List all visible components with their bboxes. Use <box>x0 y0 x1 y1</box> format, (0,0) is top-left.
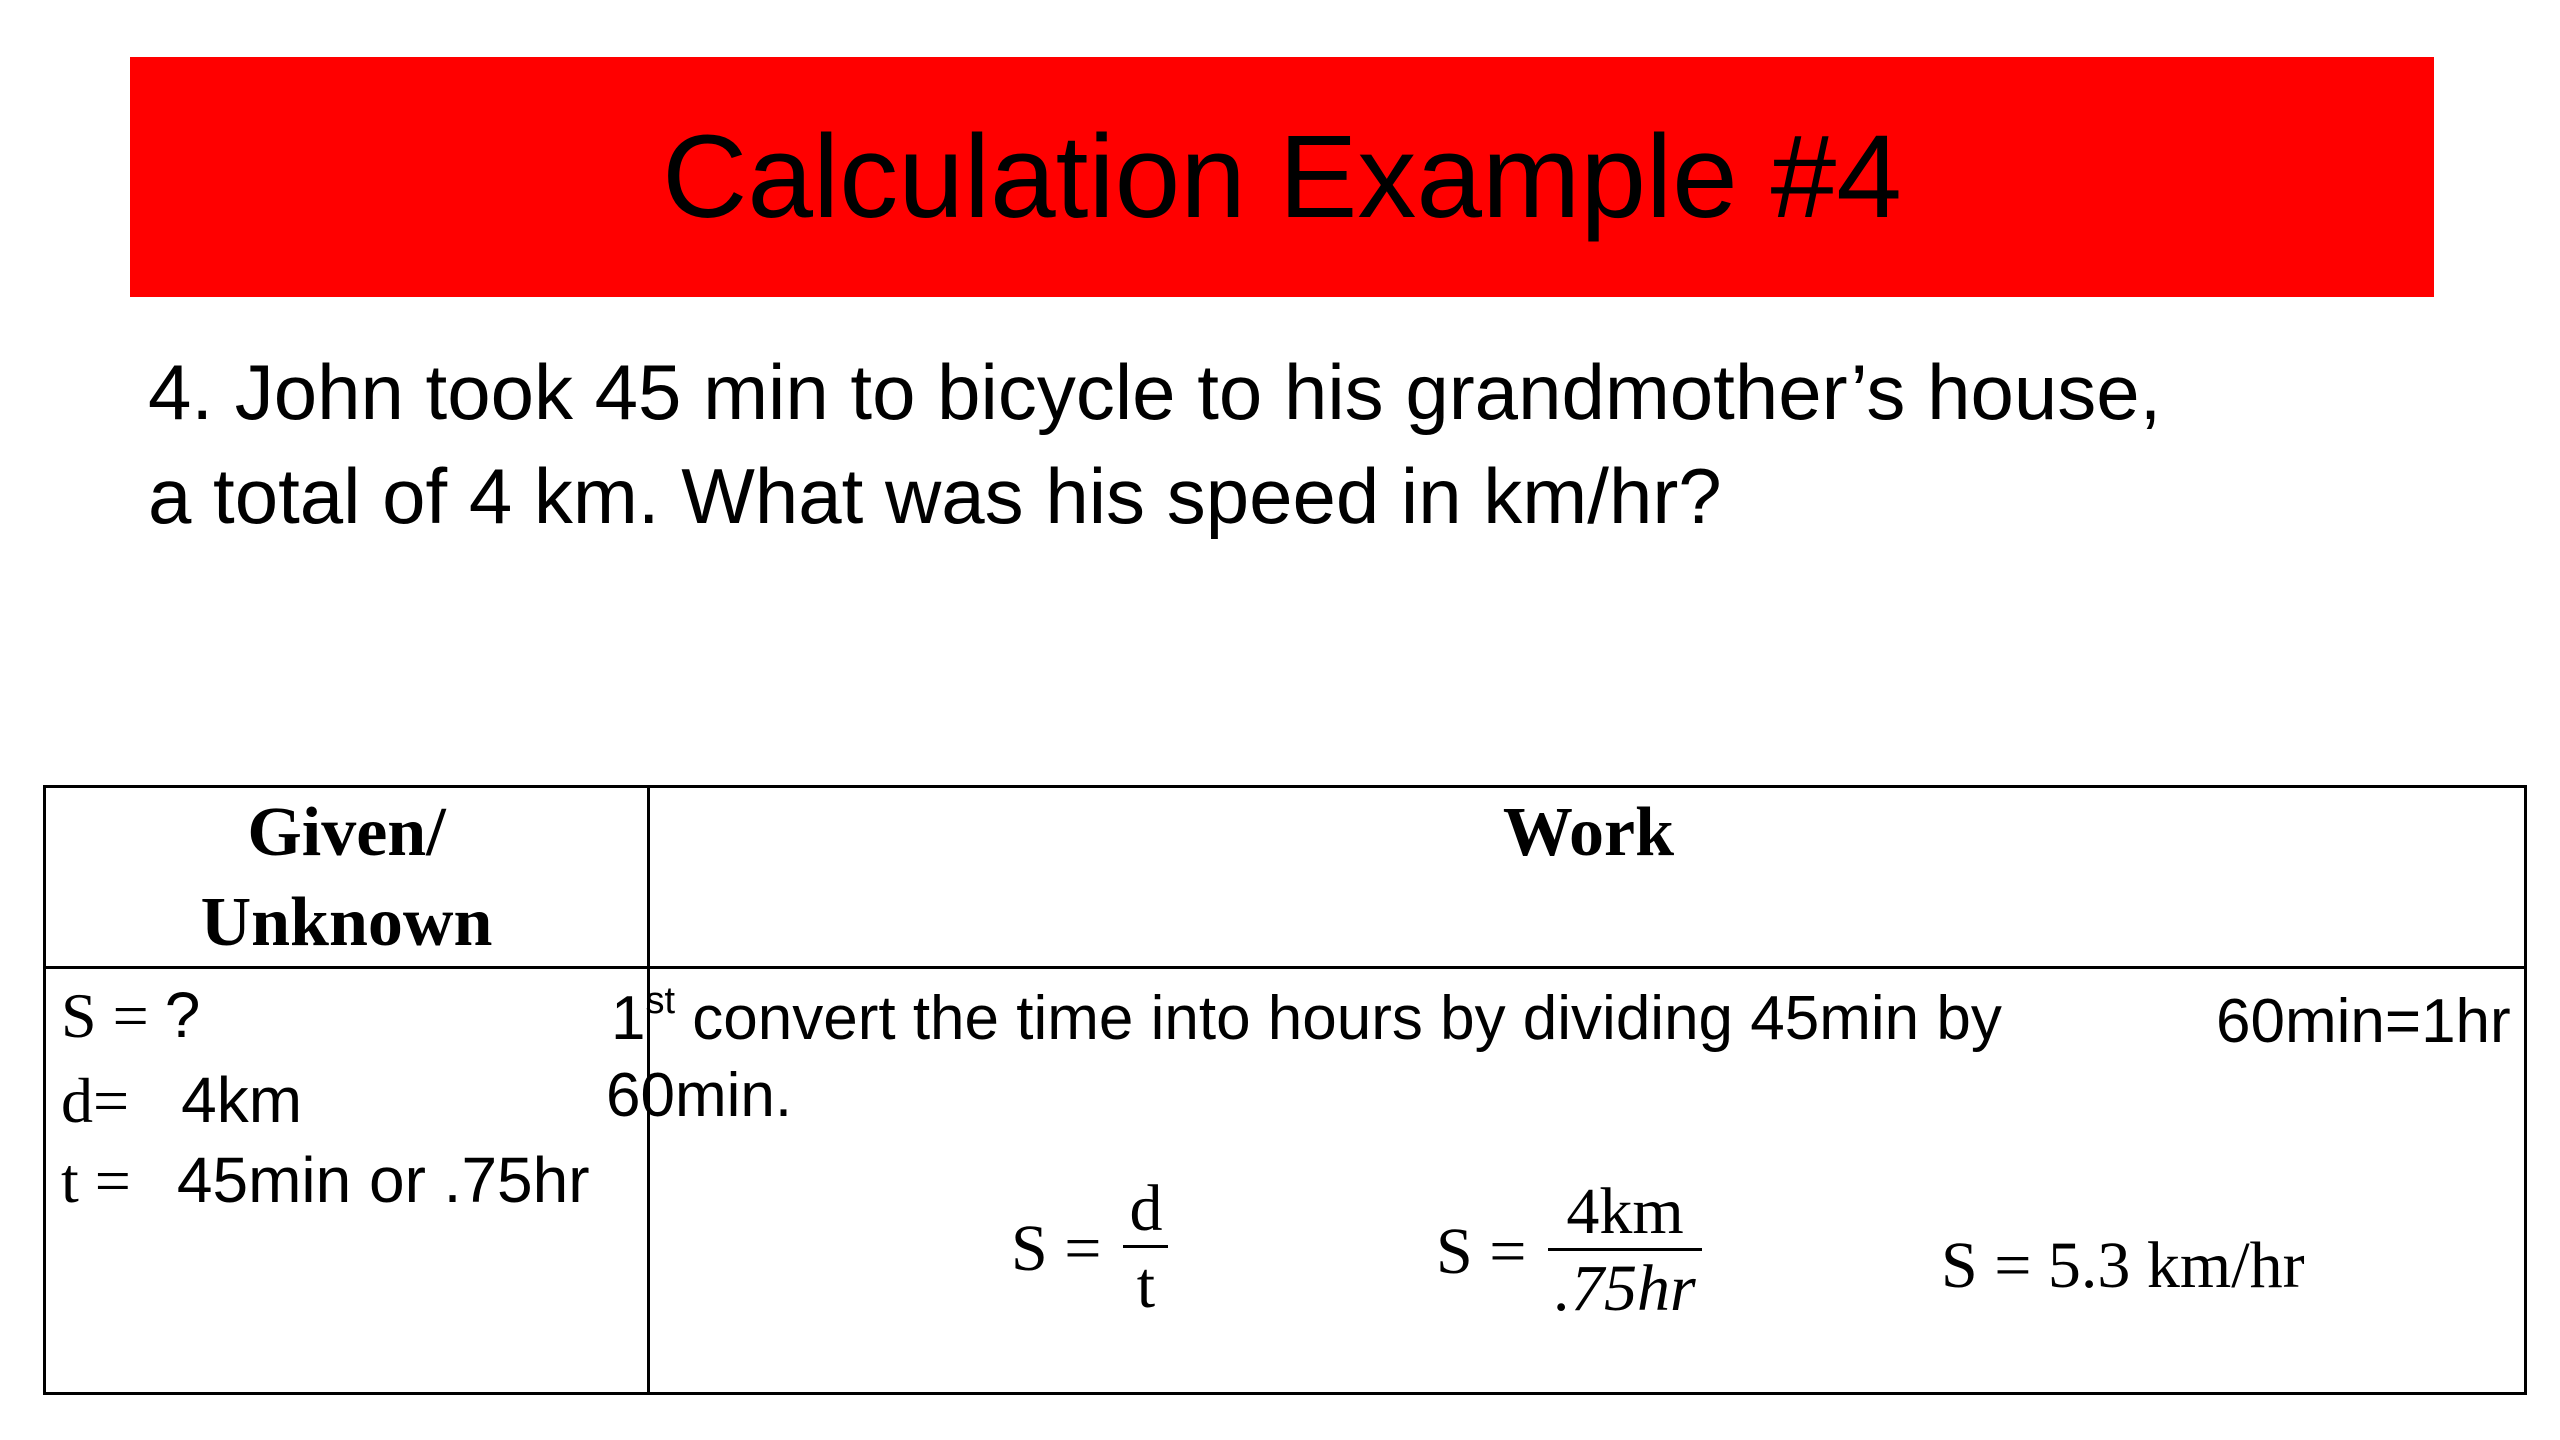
given-time-value: 45min or .75hr <box>176 1144 590 1216</box>
work-step-number: 1 <box>611 984 646 1053</box>
given-work-table <box>43 785 2527 1395</box>
formula2-numerator: 4km <box>1566 1175 1684 1248</box>
question-line-2: a total of 4 km. What was his speed in km/hr? <box>148 452 1722 540</box>
formula2-denominator: .75hr <box>1554 1252 1696 1325</box>
title-banner <box>130 57 2434 297</box>
given-speed-label: S = <box>61 980 165 1051</box>
formula-result <box>1941 1228 2305 1304</box>
given-speed-value: ? <box>164 979 201 1051</box>
given-time-row <box>61 1143 590 1218</box>
formula1-numerator: d <box>1129 1172 1163 1245</box>
header-given-line-2: Unknown <box>200 884 493 961</box>
work-step-ordinal: st <box>645 980 676 1022</box>
formula2-fraction <box>1548 1176 1701 1327</box>
formula1-lhs: S = <box>1011 1211 1102 1285</box>
question-text <box>148 340 2478 548</box>
formula-result-text: S = 5.3 km/hr <box>1941 1229 2305 1302</box>
formula1-denominator: t <box>1136 1249 1156 1322</box>
given-distance-value: 4km <box>181 1064 302 1136</box>
given-distance-label: d= <box>61 1065 146 1136</box>
header-given-unknown <box>46 788 647 968</box>
formula-substitution <box>1436 1176 1702 1327</box>
question-line-1: 4. John took 45 min to bicycle to his grandmother’s house, <box>148 348 2162 436</box>
work-step-text: convert the time into hours by dividing 45min by <box>675 984 2002 1053</box>
formula-speed-definition <box>1011 1173 1168 1324</box>
header-work: Work <box>1502 794 1675 871</box>
work-step-line-2: 60min. <box>606 1061 793 1130</box>
formula1-fraction <box>1123 1173 1168 1324</box>
slide-title: Calculation Example #4 <box>662 111 1902 243</box>
given-time-label: t = <box>61 1145 147 1216</box>
given-speed-row <box>61 978 200 1053</box>
header-given-line-1: Given/ <box>247 794 446 871</box>
work-step-line-1 <box>611 980 2002 1054</box>
formula2-lhs: S = <box>1436 1214 1527 1288</box>
conversion-note: 60min=1hr <box>2216 987 2511 1056</box>
given-distance-row <box>61 1063 302 1138</box>
